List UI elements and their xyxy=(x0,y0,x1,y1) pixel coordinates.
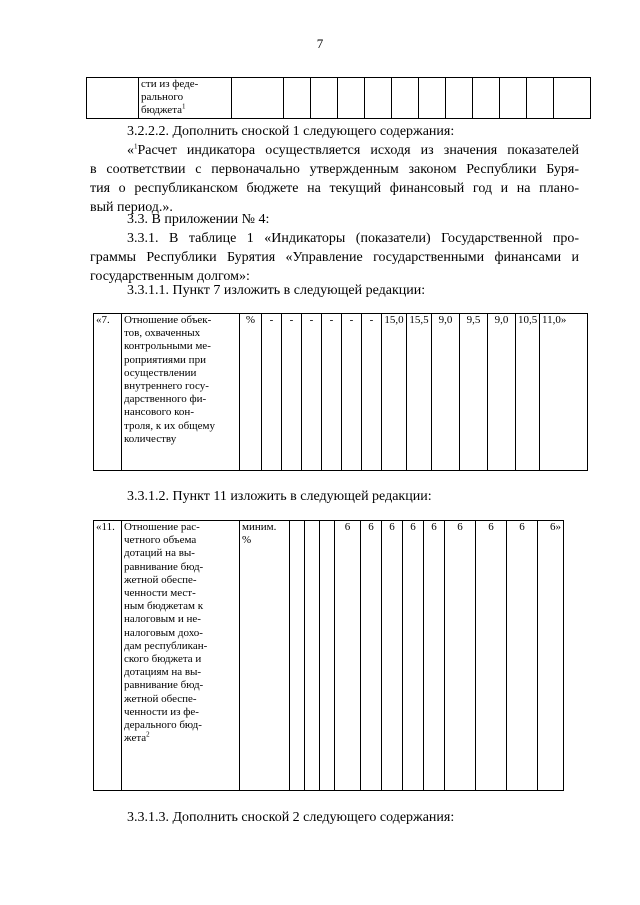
footnote-mark-2: 2 xyxy=(146,730,150,739)
item7-value: 10,5 xyxy=(516,314,540,471)
table-item-7 xyxy=(93,313,588,471)
para-3-3: 3.3. В приложении № 4: xyxy=(127,212,270,227)
item7-value: 9,0 xyxy=(488,314,516,471)
item7-value: - xyxy=(342,314,362,471)
item7-value: 11,0» xyxy=(540,314,588,471)
item11-unit: миним. % xyxy=(240,521,290,791)
item7-value: 15,0 xyxy=(382,314,407,471)
item11-value: 6 xyxy=(403,521,424,791)
para-3-2-2-2: 3.2.2.2. Дополнить сноской 1 следующего содержания: xyxy=(127,124,455,139)
item11-value: 6 xyxy=(507,521,538,791)
item11-value: 6 xyxy=(476,521,507,791)
item7-value: - xyxy=(362,314,382,471)
footnote-mark-1: 1 xyxy=(182,102,186,111)
table-item-11 xyxy=(93,520,606,791)
item11-value: 6 xyxy=(424,521,445,791)
item7-value: 9,0 xyxy=(432,314,460,471)
top-name-cell: сти из феде- рального бюджета$^1$ xyxy=(139,78,232,119)
page-number: 7 xyxy=(316,36,324,51)
item7-value: - xyxy=(262,314,282,471)
item11-value: 6» xyxy=(538,521,564,791)
top-num-cell xyxy=(87,78,139,119)
item11-value: 6 xyxy=(445,521,476,791)
item11-value xyxy=(290,521,305,791)
para-3-3-1-1: 3.3.1.1. Пункт 7 изложить в следующей редакции: xyxy=(127,283,426,298)
item7-name: Отношение объек- тов, охваченных контрольными ме- роприятиями при осуществлении внутреннего госу- дарственного фи- нансового кон- троля, к их общему количеству xyxy=(122,314,240,471)
top-table xyxy=(86,77,591,119)
item7-value: 9,5 xyxy=(460,314,488,471)
item7-unit: % xyxy=(240,314,262,471)
item11-name: Отношение рас- четного объема дотаций на вы- равнивание бюд- жетной обеспе- ченности мест- ным бюджетам к налоговым и не- налоговым дохо- дам республикан- ского бюджета и дотациям на вы- равнивание бюд- жетной обеспе- ченности из фе- дерального бюд- жета$^2$ xyxy=(122,521,240,791)
item11-value xyxy=(305,521,320,791)
item7-value: - xyxy=(302,314,322,471)
item11-value xyxy=(320,521,335,791)
item7-value: - xyxy=(282,314,302,471)
item7-value: - xyxy=(322,314,342,471)
item11-value: 6 xyxy=(335,521,361,791)
item11-num: «11. xyxy=(94,521,122,791)
item7-num: «7. xyxy=(94,314,122,471)
item11-value: 6 xyxy=(361,521,382,791)
item7-value: 15,5 xyxy=(407,314,432,471)
item11-value: 6 xyxy=(382,521,403,791)
para-3-3-1-3: 3.3.1.3. Дополнить сноской 2 следующего содержания: xyxy=(127,810,455,825)
para-3-3-1-2: 3.3.1.2. Пункт 11 изложить в следующей редакции: xyxy=(127,489,432,504)
